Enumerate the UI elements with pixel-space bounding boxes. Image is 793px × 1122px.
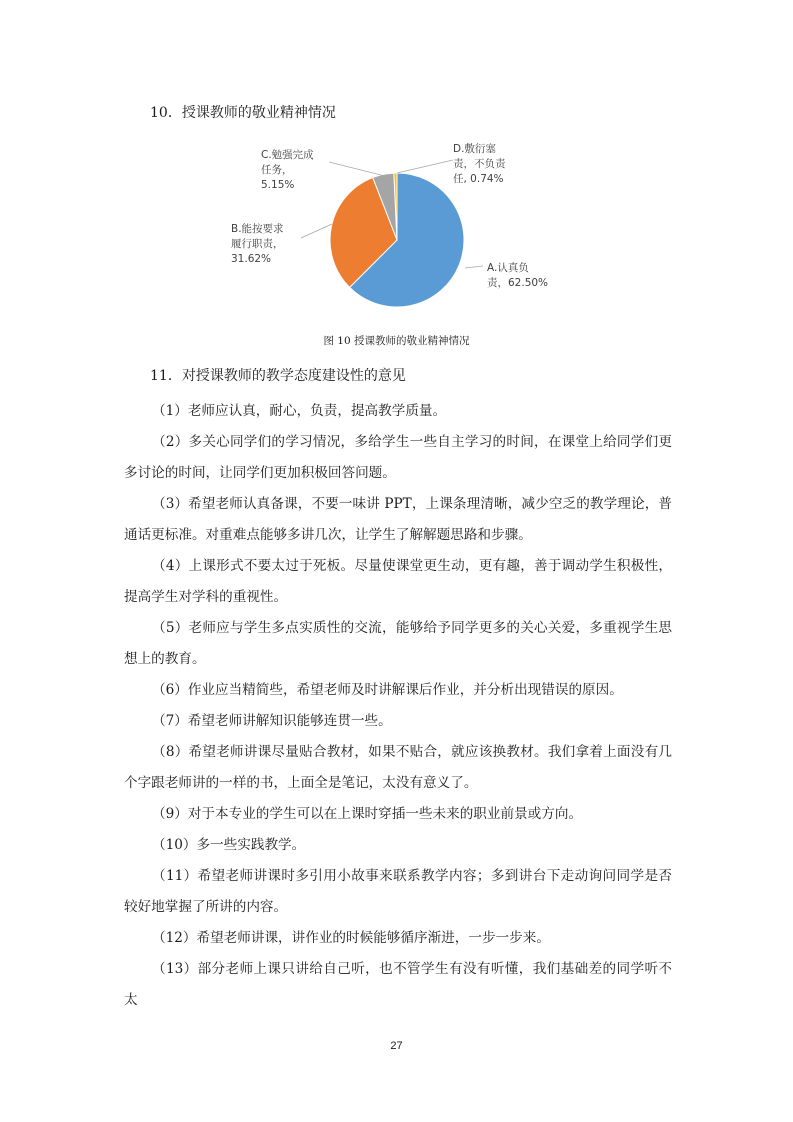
- suggestion-item: （12）希望老师讲课，讲作业的时候能够循序渐进，一步一步来。: [152, 930, 550, 946]
- suggestion-item: （10）多一些实践教学。: [152, 837, 306, 853]
- pie-chart: [225, 138, 565, 318]
- leader-line: [329, 162, 385, 176]
- suggestion-item: （7）希望老师讲解知识能够连贯一些。: [152, 713, 392, 729]
- suggestion-item: （9）对于本专业的学生可以在上课时穿插一些未来的职业前景或方向。: [152, 806, 583, 822]
- suggestion-item: （4）上课形式不要太过于死板。尽量使课堂更生动，更有趣，善于调动学生积极性，提高学生对学科的重视性。: [124, 558, 672, 605]
- suggestion-item: （1）老师应认真，耐心，负责，提高教学质量。: [152, 403, 447, 419]
- leader-line: [397, 160, 453, 173]
- slice-label: D.敷衍塞责，不负责任, 0.74%: [453, 143, 506, 185]
- figure-caption: 图 10 授课教师的敬业精神情况: [323, 335, 470, 347]
- leader-line: [301, 224, 332, 238]
- slice-label: C.勉强完成任务， 5.15%: [261, 149, 314, 191]
- suggestion-list: [124, 396, 672, 1016]
- slice-label: A.认真负责，62.50%: [487, 262, 549, 289]
- suggestion-item: （8）希望老师讲课尽量贴合教材，如果不贴合，就应该换教材。我们拿着上面没有几个字跟老师讲的一样的书，上面全是笔记，太没有意义了。: [124, 744, 672, 791]
- slice-label: B.能按要求履行职责， 31.62%: [231, 223, 284, 265]
- page-number: 27: [390, 1040, 403, 1052]
- suggestion-item: （3）希望老师认真备课，不要一味讲 PPT，上课条理清晰，减少空乏的教学理论，普通话更标准。对重难点能够多讲几次，让学生了解解题思路和步骤。: [124, 496, 672, 543]
- suggestion-item: （6）作业应当精简些，希望老师及时讲解课后作业，并分析出现错误的原因。: [152, 682, 623, 698]
- leader-line: [465, 266, 483, 268]
- suggestion-item: （13）部分老师上课只讲给自己听，也不管学生有没有听懂，我们基础差的同学听不太: [124, 961, 672, 1008]
- section-11-heading: 11．对授课教师的教学态度建设性的意见: [150, 368, 406, 384]
- suggestion-item: （11）希望老师讲课时多引用小故事来联系教学内容；多到讲台下走动询问同学是否较好地掌握了所讲的内容。: [124, 868, 672, 915]
- suggestion-item: （5）老师应与学生多点实质性的交流，能够给予同学更多的关心关爱，多重视学生思想上的教育。: [124, 620, 672, 667]
- section-10-heading: 10．授课教师的敬业精神情况: [150, 105, 336, 121]
- suggestion-item: （2）多关心同学们的学习情况，多给学生一些自主学习的时间，在课堂上给同学们更多讨论的时间，让同学们更加积极回答问题。: [124, 434, 672, 481]
